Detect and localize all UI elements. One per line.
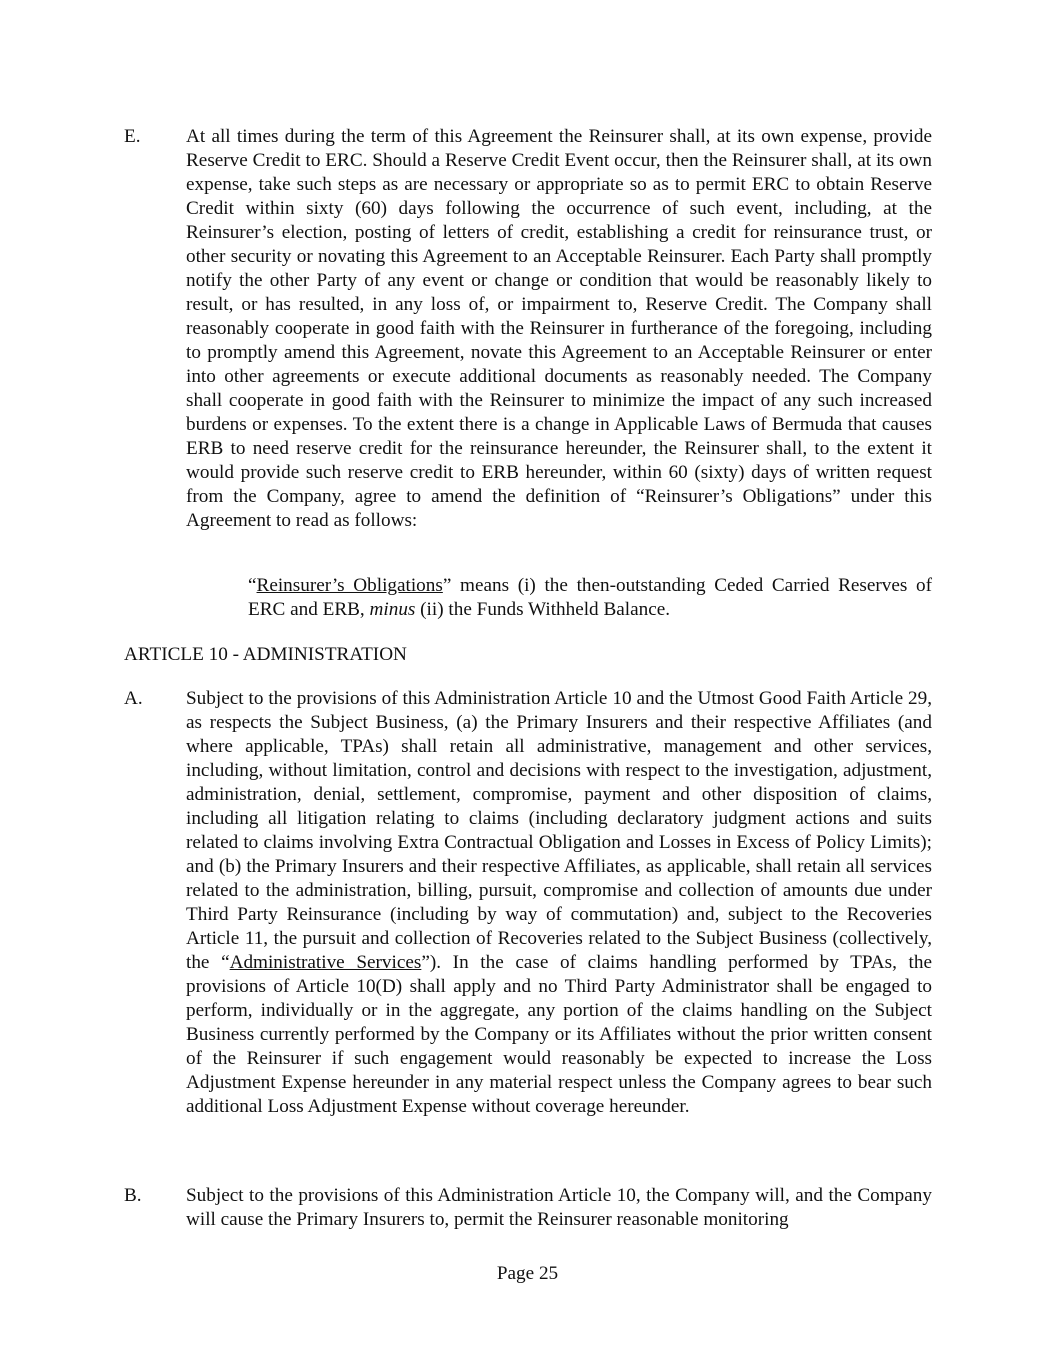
- section-a-text: [186, 687, 932, 1119]
- section-b: [124, 1184, 932, 1232]
- section-b-label: B.: [124, 1185, 142, 1206]
- section-a-text-1: Subject to the provisions of this Administration Article 10 and the Utmost Good Faith Article 29, as respects the Subject Business, (a) the Primary Insurers and their respective Affiliates (and where applicable, TPAs) shall retain all administrative, management and other services, including, without limitation, control and decisions with respect to the investigation, adjustment, administration, denial, settlement, compromise, payment and other disposition of claims, including all litigation relating to claims (including declaratory judgment actions and suits related to claims involving Extra Contractual Obligation and Losses in Excess of Policy Limits); and (b) the Primary Insurers and their respective Affiliates, as applicable, shall retain all services related to the administration, billing, pursuit, compromise and collection of amounts due under Third Party Reinsurance (including by way of commutation) and, subject to the Recoveries Article 11, the pursuit and collection of Recoveries related to the Subject Business (collectively, the “: [186, 688, 932, 973]
- section-a-text-2: ”). In the case of claims handling performed by TPAs, the provisions of Article 10(D) shall apply and no Third Party Administrator shall be engaged to perform, individually or in the aggregate, any portion of the claims handling on the Subject Business currently performed by the Company or its Affiliates without the prior written consent of the Reinsurer if such engagement would reasonably be expected to increase the Loss Adjustment Expense hereunder in any material respect unless the Company agrees to bear such additional Loss Adjustment Expense without coverage hereunder.: [186, 952, 932, 1117]
- definition-emphasis: minus: [369, 599, 416, 620]
- section-e: [124, 125, 932, 533]
- definition-text-2: (ii) the Funds Withheld Balance.: [415, 599, 671, 620]
- section-b-text: Subject to the provisions of this Administration Article 10, the Company will, and the Company will cause the Primary Insurers to, permit the Reinsurer reasonable monitoring: [186, 1185, 932, 1230]
- section-e-label: E.: [124, 126, 141, 147]
- defined-term-reinsurers-obligations: Reinsurer’s Obligations: [256, 575, 443, 596]
- definition-text-1: ” means (i) the then-outstanding Ceded Carried Reserves of ERC and ERB,: [248, 575, 932, 620]
- section-a: [124, 687, 932, 1119]
- section-e-text: At all times during the term of this Agreement the Reinsurer shall, at its own expense, provide Reserve Credit to ERC. Should a Reserve Credit Event occur, then the Reinsurer shall, at its own expense, take such steps as are necessary or appropriate so as to permit ERC to obtain Reserve Credit within sixty (60) days following the occurrence of such event, including, at the Reinsurer’s election, posting of letters of credit, establishing a credit for reinsurance trust, or other security or novating this Agreement to an Acceptable Reinsurer. Each Party shall promptly notify the other Party of any event or change or condition that would be reasonably likely to result, or has resulted, in any loss of, or impairment to, Reserve Credit. The Company shall reasonably cooperate in good faith with the Reinsurer in furtherance of the foregoing, including to promptly amend this Agreement, novate this Agreement to an Acceptable Reinsurer or enter into other agreements or execute additional documents as reasonably needed. The Company shall cooperate in good faith with the Reinsurer to minimize the impact of any such increased burdens or expenses. To the extent there is a change in Applicable Laws of Bermuda that causes ERB to need reserve credit for the reinsurance hereunder, the Reinsurer shall, to the extent it would provide such reserve credit to ERB hereunder, within 60 (sixty) days of written request from the Company, agree to amend the definition of “Reinsurer’s Obligations” under this Agreement to read as follows:: [186, 126, 932, 531]
- section-a-label: A.: [124, 688, 143, 709]
- reinsurers-obligations-definition: [248, 574, 932, 622]
- article-heading: ARTICLE 10 - ADMINISTRATION: [124, 644, 407, 665]
- page-number: Page 25: [496, 1263, 559, 1284]
- definition-open-quote: “: [248, 575, 257, 596]
- defined-term-administrative-services: Administrative Services: [229, 952, 422, 973]
